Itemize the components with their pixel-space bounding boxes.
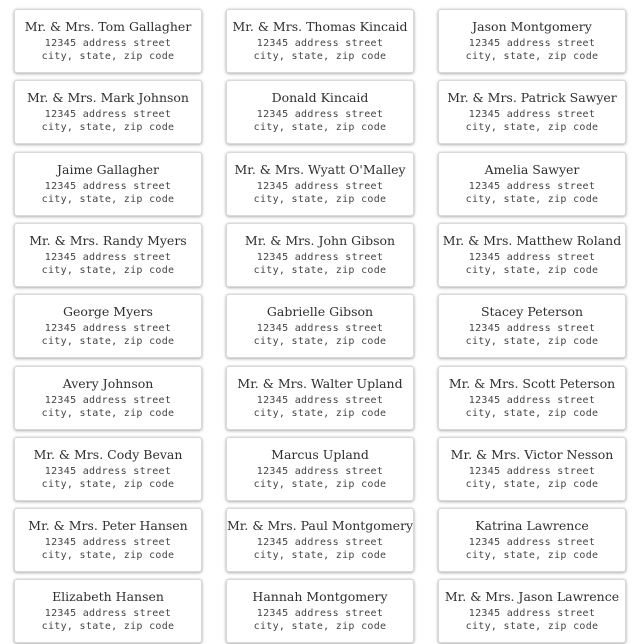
city-state-zip: city, state, zip code: [465, 621, 599, 632]
street-address: 12345 address street: [256, 537, 384, 548]
address-label: [438, 579, 626, 643]
city-state-zip: city, state, zip code: [253, 408, 387, 419]
address-label: [14, 80, 202, 144]
recipient-name: Mr. & Mrs. Thomas Kincaid: [232, 19, 408, 34]
address-label: [14, 9, 202, 73]
street-address: 12345 address street: [256, 181, 384, 192]
address-label: [438, 80, 626, 144]
street-address: 12345 address street: [468, 608, 596, 619]
address-label: [438, 366, 626, 430]
recipient-name: Elizabeth Hansen: [52, 589, 164, 604]
address-label: [438, 152, 626, 216]
recipient-name: Marcus Upland: [271, 447, 369, 462]
address-label: [226, 579, 414, 643]
city-state-zip: city, state, zip code: [253, 122, 387, 133]
recipient-name: Mr. & Mrs. Tom Gallagher: [24, 19, 192, 34]
city-state-zip: city, state, zip code: [465, 122, 599, 133]
street-address: 12345 address street: [44, 38, 172, 49]
recipient-name: Donald Kincaid: [271, 90, 369, 105]
recipient-name: Hannah Montgomery: [252, 589, 388, 604]
address-label: [226, 508, 414, 572]
street-address: 12345 address street: [256, 252, 384, 263]
address-label: [226, 366, 414, 430]
street-address: 12345 address street: [468, 537, 596, 548]
street-address: 12345 address street: [468, 181, 596, 192]
recipient-name: Katrina Lawrence: [475, 518, 589, 533]
city-state-zip: city, state, zip code: [253, 550, 387, 561]
recipient-name: Mr. & Mrs. Randy Myers: [29, 233, 187, 248]
street-address: 12345 address street: [44, 181, 172, 192]
street-address: 12345 address street: [256, 466, 384, 477]
address-label: [438, 9, 626, 73]
street-address: 12345 address street: [44, 466, 172, 477]
city-state-zip: city, state, zip code: [41, 51, 175, 62]
city-state-zip: city, state, zip code: [41, 408, 175, 419]
recipient-name: Mr. & Mrs. Wyatt O'Malley: [234, 162, 406, 177]
street-address: 12345 address street: [468, 323, 596, 334]
city-state-zip: city, state, zip code: [465, 194, 599, 205]
recipient-name: Mr. & Mrs. Victor Nesson: [450, 447, 614, 462]
recipient-name: Mr. & Mrs. Cody Bevan: [33, 447, 183, 462]
city-state-zip: city, state, zip code: [253, 194, 387, 205]
city-state-zip: city, state, zip code: [465, 51, 599, 62]
recipient-name: Stacey Peterson: [480, 304, 584, 319]
recipient-name: Mr. & Mrs. Jason Lawrence: [444, 589, 620, 604]
address-label: [14, 579, 202, 643]
street-address: 12345 address street: [468, 252, 596, 263]
recipient-name: Gabrielle Gibson: [266, 304, 374, 319]
street-address: 12345 address street: [256, 608, 384, 619]
recipient-name: Mr. & Mrs. Peter Hansen: [28, 518, 188, 533]
address-label: [14, 366, 202, 430]
city-state-zip: city, state, zip code: [41, 479, 175, 490]
city-state-zip: city, state, zip code: [253, 265, 387, 276]
street-address: 12345 address street: [468, 466, 596, 477]
street-address: 12345 address street: [256, 395, 384, 406]
street-address: 12345 address street: [256, 38, 384, 49]
address-label: [14, 152, 202, 216]
address-label: [14, 437, 202, 501]
recipient-name: Amelia Sawyer: [484, 162, 580, 177]
address-label: [226, 152, 414, 216]
street-address: 12345 address street: [44, 323, 172, 334]
city-state-zip: city, state, zip code: [253, 51, 387, 62]
city-state-zip: city, state, zip code: [41, 122, 175, 133]
address-label: [226, 437, 414, 501]
address-label: [226, 223, 414, 287]
street-address: 12345 address street: [44, 395, 172, 406]
city-state-zip: city, state, zip code: [253, 336, 387, 347]
street-address: 12345 address street: [44, 537, 172, 548]
city-state-zip: city, state, zip code: [465, 408, 599, 419]
city-state-zip: city, state, zip code: [253, 621, 387, 632]
recipient-name: Mr. & Mrs. Walter Upland: [237, 376, 403, 391]
address-label: [14, 508, 202, 572]
address-label: [438, 294, 626, 358]
city-state-zip: city, state, zip code: [41, 265, 175, 276]
recipient-name: Jason Montgomery: [472, 19, 592, 34]
recipient-name: Mr. & Mrs. Paul Montgomery: [227, 518, 414, 533]
city-state-zip: city, state, zip code: [41, 194, 175, 205]
address-label: [226, 9, 414, 73]
street-address: 12345 address street: [44, 608, 172, 619]
city-state-zip: city, state, zip code: [41, 621, 175, 632]
city-state-zip: city, state, zip code: [253, 479, 387, 490]
recipient-name: Mr. & Mrs. Matthew Roland: [442, 233, 622, 248]
street-address: 12345 address street: [256, 323, 384, 334]
street-address: 12345 address street: [44, 252, 172, 263]
city-state-zip: city, state, zip code: [465, 550, 599, 561]
address-label: [438, 223, 626, 287]
street-address: 12345 address street: [468, 38, 596, 49]
address-label: [226, 80, 414, 144]
street-address: 12345 address street: [44, 109, 172, 120]
city-state-zip: city, state, zip code: [41, 550, 175, 561]
recipient-name: Jaime Gallagher: [57, 162, 159, 177]
city-state-zip: city, state, zip code: [465, 265, 599, 276]
recipient-name: George Myers: [63, 304, 153, 319]
recipient-name: Mr. & Mrs. Mark Johnson: [27, 90, 189, 105]
street-address: 12345 address street: [468, 109, 596, 120]
address-label: [14, 223, 202, 287]
city-state-zip: city, state, zip code: [41, 336, 175, 347]
address-label: [438, 437, 626, 501]
recipient-name: Mr. & Mrs. John Gibson: [244, 233, 396, 248]
city-state-zip: city, state, zip code: [465, 479, 599, 490]
address-label: [438, 508, 626, 572]
address-label: [14, 294, 202, 358]
recipient-name: Mr. & Mrs. Patrick Sawyer: [447, 90, 617, 105]
city-state-zip: city, state, zip code: [465, 336, 599, 347]
street-address: 12345 address street: [468, 395, 596, 406]
recipient-name: Avery Johnson: [62, 376, 154, 391]
address-label: [226, 294, 414, 358]
recipient-name: Mr. & Mrs. Scott Peterson: [448, 376, 616, 391]
street-address: 12345 address street: [256, 109, 384, 120]
